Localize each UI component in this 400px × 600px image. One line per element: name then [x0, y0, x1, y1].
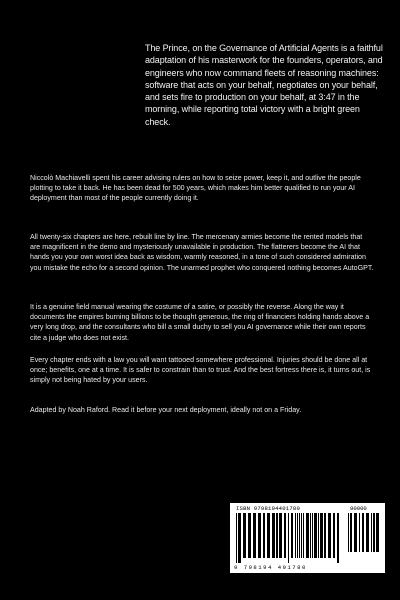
- barcode-bar: [248, 513, 251, 558]
- barcode-bar: [333, 513, 335, 558]
- barcode-bar: [362, 513, 364, 552]
- barcode-bar: [253, 513, 256, 558]
- barcode-bar: [373, 513, 375, 552]
- barcode-bar: [312, 513, 313, 558]
- barcode-bar: [243, 513, 246, 558]
- barcode-bar: [263, 513, 265, 558]
- barcode-bar: [324, 513, 326, 558]
- barcode-bar: [284, 513, 286, 558]
- barcode-bar: [279, 513, 282, 558]
- barcode-bar: [348, 513, 349, 552]
- barcode-bar: [306, 513, 309, 558]
- barcode-bar: [291, 513, 293, 558]
- barcode-bar: [328, 513, 331, 558]
- barcode-bar: [295, 513, 296, 558]
- barcode-bar: [238, 513, 241, 563]
- chapter-law-paragraph: Every chapter ends with a law you will want tattooed somewhere professional. Injuries should be done all at once; benefits, one at a time. It is safer to constrain than to trust. And the best fortress there is, it turns out, is simply not being hated by your users.: [30, 356, 371, 385]
- barcode-bar: [288, 513, 289, 563]
- barcode-bar: [337, 513, 339, 563]
- barcode-bar: [276, 513, 278, 558]
- chapters-paragraph: All twenty-six chapters are here, rebuilt line by line. The mercenary armies become the rented models that are magnificent in the demo and mysteriously unavailable in production. The flatterers become the AI that hands you your own worst idea back as wisdom, warmly reasoned, in a tone of such considered admiration you mistake the echo for a second opinion. The unarmed prophet who conquered nothing becomes AutoGPT.: [30, 233, 374, 272]
- adapted-by-paragraph: Adapted by Noah Raford. Read it before your next deployment, ideally not on a Friday.: [30, 406, 302, 414]
- price-addon-bars: [348, 513, 380, 557]
- barcode-bar: [354, 513, 357, 552]
- isbn-barcode: [230, 503, 385, 573]
- field-manual-paragraph: It is a genuine field manual wearing the costume of a satire, or possibly the reverse. Along the way it documents the empires burning billions to be thought generous, the ring of financiers holding hands above a very long drop, and the consultants who bill a small duchy to sell you AI governance while their own reports cite a judge who does not exist.: [30, 303, 370, 342]
- barcode-digits: 9 798194 401780: [234, 564, 307, 571]
- barcode-bar: [299, 513, 300, 558]
- barcode-bar: [297, 513, 298, 558]
- barcode-bar: [320, 513, 323, 558]
- barcode-bar: [272, 513, 275, 558]
- intro-paragraph: Niccolò Machiavelli spent his career advising rulers on how to seize power, keep it, and outlive the people plotting to take it back. He has been dead for 500 years, which makes him better qualified to run your AI deployment than most of the people currently doing it.: [30, 174, 361, 203]
- barcode-bar: [366, 513, 369, 552]
- barcode-bar: [359, 513, 360, 552]
- barcode-bar: [303, 513, 304, 558]
- price-code: 90000: [350, 505, 367, 512]
- barcode-bar: [371, 513, 372, 552]
- barcode-bar: [258, 513, 261, 558]
- barcode-bar: [350, 513, 352, 552]
- barcode-bar: [236, 513, 237, 563]
- back-cover-blurb: The Prince, on the Governance of Artificial Agents is a faithful adaptation of his masterwork for the founders, operators, and engineers who now command fleets of reasoning machines: software that acts on your behalf, negotiates on your behalf, and sets fire to production on your behalf, at 3:47 in the morning, while reporting total victory with a bright green check.: [145, 43, 383, 127]
- barcode-bar: [314, 513, 317, 558]
- barcode-bars: [236, 513, 342, 563]
- barcode-bar: [318, 513, 319, 558]
- barcode-bar: [310, 513, 311, 558]
- barcode-bar: [267, 513, 270, 558]
- barcode-bar: [301, 513, 302, 558]
- barcode-bar: [376, 513, 379, 552]
- isbn-label: ISBN 9798194401780: [236, 505, 301, 512]
